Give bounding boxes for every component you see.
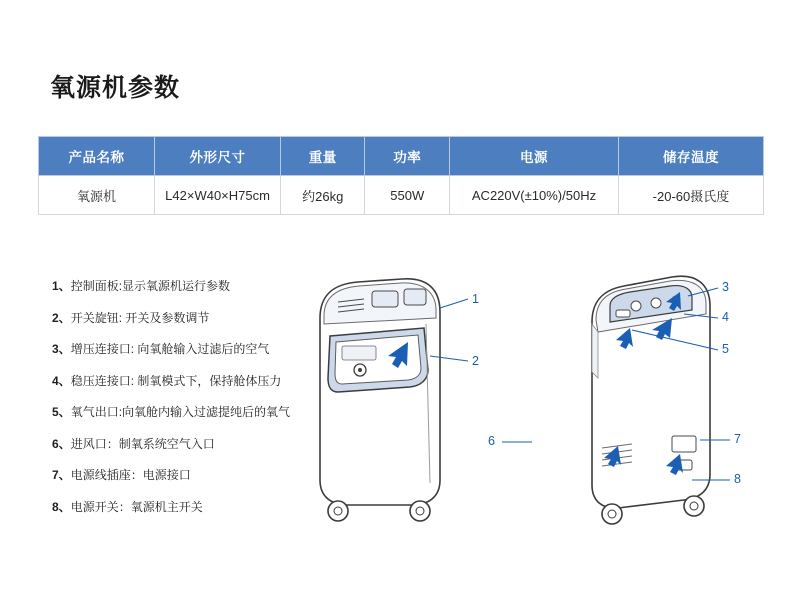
table-row <box>39 176 764 215</box>
callout-1: 1 <box>472 292 479 306</box>
legend-text: 增压连接口: 向氧舱输入过滤后的空气 <box>70 342 270 356</box>
legend-number: 3、 <box>52 342 71 356</box>
table-cell: 氧源机 <box>39 176 155 215</box>
legend-text: 控制面板:显示氧源机运行参数 <box>70 279 231 293</box>
legend-text: 开关旋钮: 开关及参数调节 <box>70 310 210 325</box>
table-header-cell: 重量 <box>281 137 365 176</box>
legend-number: 6、 <box>52 436 71 451</box>
callout-3: 3 <box>722 280 729 294</box>
table-cell: -20-60摄氏度 <box>618 176 763 215</box>
callout-8: 8 <box>734 472 741 486</box>
callout-7: 7 <box>734 432 741 446</box>
table-header-cell: 功率 <box>365 137 450 176</box>
callout-2: 2 <box>472 354 479 368</box>
legend-text: 电源线插座：电源接口 <box>70 468 191 482</box>
table-header-cell: 产品名称 <box>39 137 155 176</box>
legend-number: 4、 <box>52 373 71 388</box>
legend-number: 1、 <box>52 279 71 293</box>
table-header-cell: 外形尺寸 <box>155 137 281 176</box>
table-header-row <box>39 137 764 176</box>
illustration-svg <box>280 258 780 548</box>
page-title: 氧源机参数 <box>50 74 181 102</box>
legend-number: 8、 <box>52 499 71 514</box>
legend-number: 2、 <box>52 310 71 325</box>
legend-text: 氧气出口:向氧舱内输入过滤提纯后的氧气 <box>70 405 291 419</box>
product-illustration <box>280 258 780 548</box>
table-cell: 550W <box>365 176 450 215</box>
legend-text: 稳压连接口: 制氧模式下，保持舱体压力 <box>70 373 282 388</box>
table-cell: 约26kg <box>281 176 365 215</box>
callout-6: 6 <box>488 434 495 448</box>
legend-number: 5、 <box>52 405 71 419</box>
rear-view-device <box>592 276 710 524</box>
table-cell: L42×W40×H75cm <box>155 176 281 215</box>
spec-table <box>38 136 764 215</box>
legend-number: 7、 <box>52 468 71 482</box>
legend-text: 进风口：制氧系统空气入口 <box>70 436 215 451</box>
callout-5: 5 <box>722 342 729 356</box>
legend-text: 电源开关：氧源机主开关 <box>70 499 203 514</box>
front-view-device <box>320 279 440 521</box>
table-cell: AC220V(±10%)/50Hz <box>450 176 619 215</box>
callout-4: 4 <box>722 310 729 324</box>
table-header-cell: 储存温度 <box>618 137 763 176</box>
table-header-cell: 电源 <box>450 137 619 176</box>
